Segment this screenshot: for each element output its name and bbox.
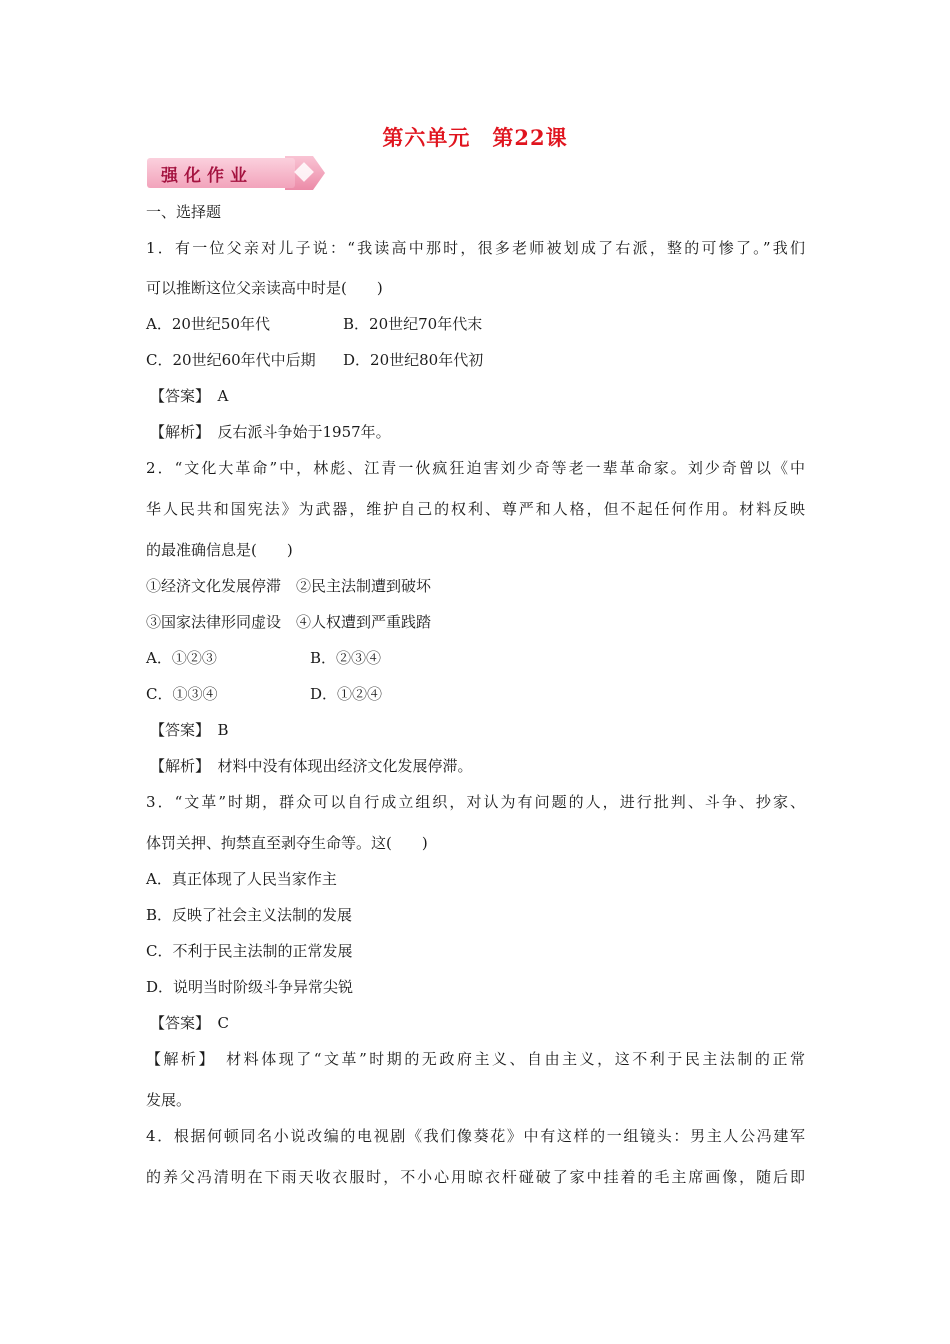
q3-analysis-line-1: 【解析】 材料体现了“文革”时期的无政府主义、自由主义，这不利于民主法制的正常 (146, 1050, 805, 1068)
q2-statements-2: ③国家法律形同虚设 ④人权遭到严重践踏 (146, 613, 432, 631)
q3-answer: 【答案】 C (150, 1014, 229, 1032)
q4-stem-line-1: 4．根据何顿同名小说改编的电视剧《我们像葵花》中有这样的一组镜头：男主人公冯建军 (146, 1127, 805, 1145)
q4-stem-line-2: 的养父冯清明在下雨天收衣服时，不小心用晾衣杆碰破了家中挂着的毛主席画像，随后即 (146, 1168, 805, 1186)
q3-option-b: B．反映了社会主义法制的发展 (146, 906, 353, 924)
q2-option-c: C．①③④ (146, 685, 218, 703)
q1-option-c: C．20世纪60年代中后期 (146, 351, 316, 369)
q1-option-b: B．20世纪70年代末 (343, 315, 483, 333)
q3-stem-line-2: 体罚关押、拘禁直至剥夺生命等。这( ) (146, 834, 428, 852)
banner-label: 强化作业 (161, 166, 253, 186)
page-title: 第六单元 第22课 (382, 125, 568, 150)
q2-analysis: 【解析】 材料中没有体现出经济文化发展停滞。 (150, 757, 473, 775)
q2-stem-line-1: 2．“文化大革命”中，林彪、江青一伙疯狂迫害刘少奇等老一辈革命家。刘少奇曾以《中 (146, 459, 805, 477)
q2-answer: 【答案】 B (150, 721, 229, 739)
q2-option-d: D．①②④ (310, 685, 383, 703)
q3-option-d: D．说明当时阶级斗争异常尖锐 (146, 978, 354, 996)
homework-banner (147, 156, 327, 190)
q3-analysis-line-2: 发展。 (146, 1091, 192, 1109)
q2-statements-1: ①经济文化发展停滞 ②民主法制遭到破坏 (146, 577, 432, 595)
q2-option-a: A．①②③ (146, 649, 217, 667)
q1-analysis: 【解析】 反右派斗争始于1957年。 (150, 423, 391, 441)
q2-stem-line-2: 华人民共和国宪法》为武器，维护自己的权利、尊严和人格，但不起任何作用。材料反映 (146, 500, 805, 518)
q3-option-c: C．不利于民主法制的正常发展 (146, 942, 353, 960)
q2-option-b: B．②③④ (310, 649, 382, 667)
q3-stem-line-1: 3．“文革”时期，群众可以自行成立组织，对认为有问题的人，进行批判、斗争、抄家、 (146, 793, 805, 811)
q1-option-d: D．20世纪80年代初 (343, 351, 484, 369)
q2-stem-line-3: 的最准确信息是( ) (146, 541, 293, 559)
q3-option-a: A．真正体现了人民当家作主 (146, 870, 337, 888)
section-heading: 一、选择题 (146, 203, 222, 221)
q1-stem-line-2: 可以推断这位父亲读高中时是( ) (146, 279, 383, 297)
q1-option-a: A．20世纪50年代 (146, 315, 271, 333)
q1-answer: 【答案】 A (150, 387, 229, 405)
q1-stem-line-1: 1．有一位父亲对儿子说：“我读高中那时，很多老师被划成了右派，整的可惨了。”我们 (146, 239, 805, 257)
